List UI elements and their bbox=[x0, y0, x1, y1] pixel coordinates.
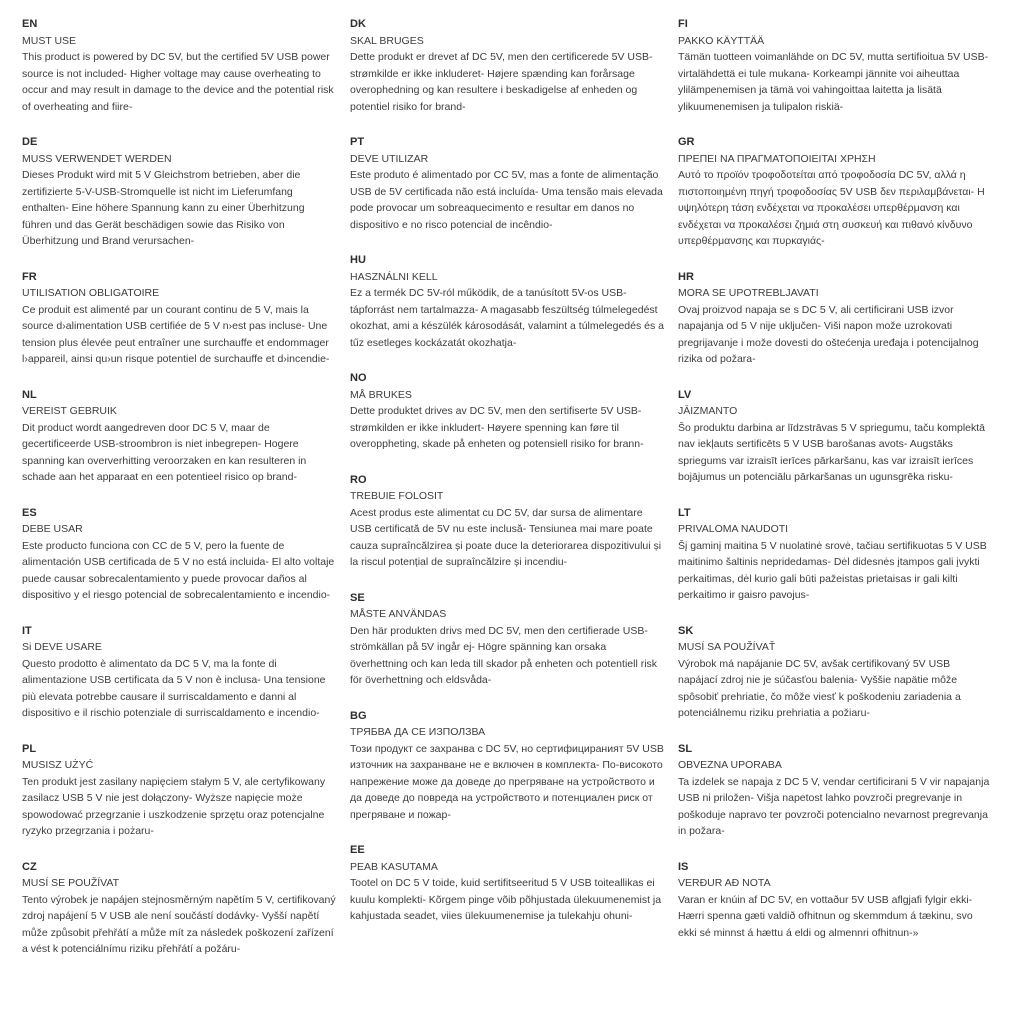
lang-code-gr: GR bbox=[678, 136, 695, 148]
section-en bbox=[22, 16, 336, 115]
section-hu bbox=[350, 252, 664, 351]
lang-code-pt: PT bbox=[350, 136, 365, 148]
section-heading-cz: MUSÍ SE POUŽÍVAT bbox=[22, 877, 120, 889]
section-heading-ro: TREBUIE FOLOSIT bbox=[350, 490, 444, 502]
section-body-is: Varan er knúin af DC 5V, en vottaður 5V USB aflgjafi fylgir ekki- Hærri spenna gæti valdið ofhitnun og skemmdum á tækinu, svo ekki sé minnst á hættu á eldi og almennri ofhitnun-» bbox=[678, 893, 973, 939]
section-body-pt: Este produto é alimentado por CC 5V, mas a fonte de alimentação USB de 5V certificada não está incluída- Uma tensão mais elevada pode provocar um sobreaquecimento e resultar em danos no dispositivo e no risco potencial de incêndio- bbox=[350, 169, 663, 231]
section-body-bg: Този продукт се захранва с DC 5V, но сертифицираният 5V USB източник на захранване не е включен в комплекта- По-високото напрежение може да доведе до прегряване на устройството и да доведе до повреда на устройството и потенциален риск от прегряване и пожар- bbox=[350, 742, 664, 821]
section-body-nl: Dit product wordt aangedreven door DC 5 V, maar de gecertificeerde USB-stroombron is niet inbegrepen- Hogere spanning kan oververhitting veroorzaken en kan resulteren in schade aan het apparaat en een potentieel risico op brand- bbox=[22, 421, 307, 483]
lang-code-it: IT bbox=[22, 624, 32, 637]
section-body-hr: Ovaj proizvod napaja se s DC 5 V, ali certificirani USB izvor napajanja od 5 V nije uključen- Viši napon može uzrokovati pregrijavanje i može dovesti do oštećenja uređaja i potencijalnog rizika od požara- bbox=[678, 303, 979, 365]
lang-code-hr: HR bbox=[678, 270, 694, 283]
lang-code-no: NO bbox=[350, 372, 367, 384]
section-ee bbox=[350, 842, 664, 925]
section-bg bbox=[350, 708, 664, 824]
section-body-ee: Tootel on DC 5 V toide, kuid sertifitseeritud 5 V USB toiteallikas ei kuulu komplekti- Kõrgem pinge võib põhjustada ülekuumenemist ja kahjustada seadet, viies ülekuumenemise ja tulekahju ohuni- bbox=[350, 877, 662, 922]
section-heading-lt: PRIVALOMA NAUDOTI bbox=[678, 523, 789, 535]
lang-code-de: DE bbox=[22, 136, 38, 148]
section-fr bbox=[22, 269, 336, 368]
section-heading-no: MÅ BRUKES bbox=[350, 388, 412, 401]
section-body-it: Questo prodotto è alimentato da DC 5 V, ma la fonte di alimentazione USB certificata da 5 V non è inclusa- Una tensione più elevata potrebbe causare il surriscaldamento e danni al dispositivo e il rischio potenziale di surriscaldamento e incendio- bbox=[22, 657, 326, 719]
section-heading-en: MUST USE bbox=[22, 34, 77, 47]
lang-code-es: ES bbox=[22, 506, 37, 519]
section-body-sl: Ta izdelek se napaja z DC 5 V, vendar certificirani 5 V vir napajanja USB ni priložen- Višja napetost lahko povzroči pregrevanje in poškoduje napravo ter povzroči potencialno nevarnost pregrevanja in požara- bbox=[678, 775, 990, 837]
section-heading-is: VERÐUR AÐ NOTA bbox=[678, 877, 771, 889]
section-ro bbox=[350, 472, 664, 571]
section-body-hu: Ez a termék DC 5V-ról működik, de a tanúsított 5V-os USB-tápforrást nem tartalmazza- A magasabb feszültség túlmelegedést okozhat, ami a készülék károsodását, valamint a túlmelegedés és a tűz esetleges kockázatát okozhatja- bbox=[350, 287, 665, 349]
section-heading-de: MUSS VERWENDET WERDEN bbox=[22, 152, 172, 165]
section-body-no: Dette produktet drives av DC 5V, men den sertifiserte 5V USB-strømkilden er ikke inkludert- Høyere spenning kan føre til overoppheting, skade på enheten og potensiell risiko for brann- bbox=[350, 405, 644, 450]
section-heading-ee: PEAB KASUTAMA bbox=[350, 860, 438, 873]
lang-code-en: EN bbox=[22, 18, 38, 30]
lang-code-nl: NL bbox=[22, 388, 37, 401]
section-heading-hu: HASZNÁLNI KELL bbox=[350, 270, 438, 283]
section-heading-hr: MORA SE UPOTREBLJAVATI bbox=[678, 287, 819, 299]
section-body-en: This product is powered by DC 5V, but the certified 5V USB power source is not included- Higher voltage may cause overheating to occur and may result in damage to the device and the potential risk of overheating and fiire- bbox=[22, 51, 334, 113]
section-heading-se: MÅSTE ANVÄNDAS bbox=[350, 608, 447, 620]
section-dk bbox=[350, 16, 664, 115]
section-heading-dk: SKAL BRUGES bbox=[350, 34, 424, 47]
lang-code-fi: FI bbox=[678, 18, 688, 30]
section-pl bbox=[22, 741, 336, 840]
section-heading-es: DEBE USAR bbox=[22, 523, 83, 535]
lang-code-pl: PL bbox=[22, 742, 37, 755]
lang-code-lt: LT bbox=[678, 506, 691, 519]
section-sk bbox=[678, 623, 992, 722]
section-it bbox=[22, 623, 336, 722]
section-heading-pl: MUSISZ UŻYĆ bbox=[22, 759, 94, 771]
lang-code-sk: SK bbox=[678, 624, 694, 637]
column-2 bbox=[350, 16, 664, 944]
lang-code-dk: DK bbox=[350, 18, 366, 30]
section-hr bbox=[678, 269, 992, 368]
section-body-fi: Tämän tuotteen voimanlähde on DC 5V, mutta sertifioitua 5V USB-virtalähdettä ei tule mukana- Korkeampi jännite voi aiheuttaa ylilämpenemisen ja tämä voi vahingoittaa laitetta ja lisätä ylikuumenemisen ja tulipalon riskiä- bbox=[678, 51, 989, 113]
lang-code-hu: HU bbox=[350, 254, 366, 266]
section-fi bbox=[678, 16, 992, 115]
section-body-sk: Výrobok má napájanie DC 5V, avšak certifikovaný 5V USB napájací zdroj nie je súčasťou balenia- Vyššie napätie môže spôsobiť prehriatie, čo môže viesť k poškodeniu zariadenia a potenciálnemu riziku prehriatia a požiaru- bbox=[678, 657, 961, 719]
section-body-de: Dieses Produkt wird mit 5 V Gleichstrom betrieben, aber die zertifizierte 5-V-USB-Stromquelle ist nicht im Lieferumfang enthalten- Eine höhere Spannung kann zu einer Überhitzung führen und das Gerät beschädigen sowie das Risiko von Überhitzung und Brand verursachen- bbox=[22, 169, 305, 247]
section-heading-pt: DEVE UTILIZAR bbox=[350, 152, 429, 165]
section-body-es: Este producto funciona con CC de 5 V, pero la fuente de alimentación USB certificada de 5 V no está incluida- El alto voltaje puede causar sobrecalentamiento y puede provocar daños al dispositivo y el riesgo potencial de sobrecalentamiento e incendio- bbox=[22, 539, 335, 601]
section-pt bbox=[350, 134, 664, 233]
lang-code-ro: RO bbox=[350, 473, 367, 486]
column-3 bbox=[678, 16, 992, 960]
section-body-lv: Šo produktu darbina ar līdzstrāvas 5 V spriegumu, taču komplektā nav iekļauts sertificēts 5 V USB barošanas avots- Augstāks spriegums var izraisīt ierīces pārkaršanu, kas var izraisīt ierīces bojājumus un potenciālu pārkaršanas un ugunsgrēka risku- bbox=[678, 421, 985, 483]
section-body-lt: Šį gaminį maitina 5 V nuolatinė srovė, tačiau sertifikuotas 5 V USB maitinimo šaltinis nepridedamas- Dėl didesnės įtampos gali įvykti perkaitimas, dėl kurio gali būti pažeistas prietaisas ir gali kilti perkaitimo ir gaisro pavojus- bbox=[678, 539, 987, 601]
section-de bbox=[22, 134, 336, 250]
section-cz bbox=[22, 859, 336, 958]
section-gr bbox=[678, 134, 992, 250]
column-1 bbox=[22, 16, 336, 977]
section-heading-fi: PAKKO KÄYTTÄÄ bbox=[678, 34, 765, 47]
section-heading-it: Si DEVE USARE bbox=[22, 641, 102, 653]
section-body-dk: Dette produkt er drevet af DC 5V, men den certificerede 5V USB-strømkilde er ikke inkluderet- Højere spænding kan forårsage overophedning og kan resultere i beskadigelse af enheden og potentiel risiko for brand- bbox=[350, 51, 653, 113]
section-body-se: Den här produkten drivs med DC 5V, men den certifierade USB-strömkällan på 5V ingår ej- Högre spänning kan orsaka överhettning och kan leda till skador på enheten och potentiell risk för överhettning och eldsvåda- bbox=[350, 624, 658, 686]
lang-code-lv: LV bbox=[678, 388, 692, 401]
section-lt bbox=[678, 505, 992, 604]
section-se bbox=[350, 590, 664, 689]
lang-code-ee: EE bbox=[350, 844, 365, 856]
section-heading-gr: ΠΡΕΠΕΙ ΝΑ ΠΡΑΓΜΑΤΟΠΟΙΕΙΤΑΙ ΧΡΗΣΗ bbox=[678, 152, 876, 165]
section-body-cz: Tento výrobek je napájen stejnosměrným napětím 5 V, certifikovaný zdroj napájení 5 V USB ale není součástí dodávky- Vyšší napětí může způsobit přehřátí a může mít za následek poškození zařízení a vést k potenciálnímu riziku přehřátí a požáru- bbox=[22, 893, 336, 955]
lang-code-cz: CZ bbox=[22, 860, 37, 873]
section-lv bbox=[678, 387, 992, 486]
section-heading-fr: UTILISATION OBLIGATOIRE bbox=[22, 287, 160, 299]
lang-code-bg: BG bbox=[350, 709, 367, 722]
section-heading-nl: VEREIST GEBRUIK bbox=[22, 405, 117, 417]
lang-code-sl: SL bbox=[678, 742, 693, 755]
section-is bbox=[678, 859, 992, 942]
section-body-fr: Ce produit est alimenté par un courant continu de 5 V, mais la source d›alimentation USB certifiée de 5 V n›est pas incluse- Une tension plus élevée peut entraîner une surchauffe et endommager l›appareil, ainsi qu›un risque potentiel de surchauffe et d›incendie- bbox=[22, 303, 330, 365]
section-sl bbox=[678, 741, 992, 840]
section-es bbox=[22, 505, 336, 604]
section-body-gr: Αυτό το προϊόν τροφοδοτείται από τροφοδοσία DC 5V, αλλά η πιστοποιημένη πηγή τροφοδοσίας 5V USB δεν περιλαμβάνεται- Η υψηλότερη τάση ενδέχεται να προκαλέσει υπερθέρμανση και ενδέχεται να προκαλέσει ζημιά στη συσκευή και πιθανό κίνδυνο υπερθέρμανσης και πυρκαγιάς- bbox=[678, 169, 985, 247]
section-body-ro: Acest produs este alimentat cu DC 5V, dar sursa de alimentare USB certificată de 5V nu este inclusă- Tensiunea mai mare poate cauza supraîncălzirea și poate duce la deteriorarea dispozitivului și la riscul potențial de supraîncălzire și incendiu- bbox=[350, 506, 662, 568]
section-heading-lv: JĀIZMANTO bbox=[678, 405, 738, 417]
section-body-pl: Ten produkt jest zasilany napięciem stałym 5 V, ale certyfikowany zasilacz USB 5 V nie jest dołączony- Wyższe napięcie może spowodować przegrzanie i uszkodzenie sprzętu oraz potencjalne ryzyko przegrzania i pożaru- bbox=[22, 775, 326, 837]
section-no bbox=[350, 370, 664, 453]
section-heading-sk: MUSÍ SA POUŽÍVAŤ bbox=[678, 641, 776, 653]
lang-code-fr: FR bbox=[22, 270, 37, 283]
section-heading-bg: ТРЯБВА ДА СЕ ИЗПОЛЗВА bbox=[350, 726, 486, 738]
section-nl bbox=[22, 387, 336, 486]
section-heading-sl: OBVEZNA UPORABA bbox=[678, 759, 782, 771]
lang-code-se: SE bbox=[350, 591, 365, 604]
lang-code-is: IS bbox=[678, 860, 689, 873]
